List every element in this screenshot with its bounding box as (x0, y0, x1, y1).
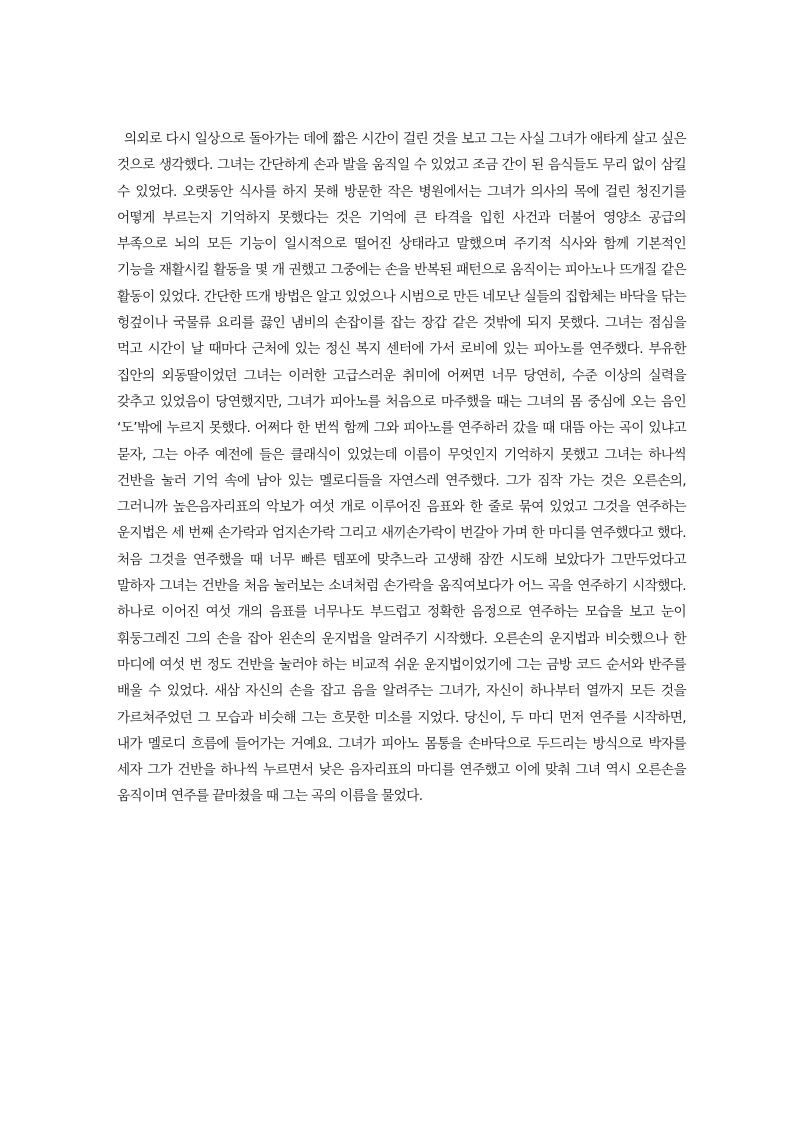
body-paragraph: 의외로 다시 일상으로 돌아가는 데에 짧은 시간이 걸린 것을 보고 그는 사실 그녀가 애타게 살고 싶은 것으로 생각했다. 그녀는 간단하게 손과 발을 움직일 수 있었고 조금 간이 된 음식들도 무리 없이 삼킬 수 있었다. 오랫동안 식사를 하지 못해 방문한 작은 병원에서는 그녀가 의사의 목에 걸린 청진기를 어떻게 부르는지 기억하지 못했다는 것은 기억에 큰 타격을 입힌 사건과 더불어 영양소 공급의 부족으로 뇌의 모든 기능이 일시적으로 떨어진 상태라고 말했으며 주기적 식사와 함께 기본적인 기능을 재활시킬 활동을 몇 개 권했고 그중에는 손을 반복된 패턴으로 움직이는 피아노나 뜨개질 같은 활동이 있었다. 간단한 뜨개 방법은 알고 있었으나 시범으로 만든 네모난 실들의 집합체는 바닥을 닦는 헝겊이나 국물류 요리를 끓인 냄비의 손잡이를 잡는 장갑 같은 것밖에 되지 못했다. 그녀는 점심을 먹고 시간이 날 때마다 근처에 있는 정신 복지 센터에 가서 로비에 있는 피아노를 연주했다. 부유한 집안의 외동딸이었던 그녀는 이러한 고급스러운 취미에 어쩌면 너무 당연히, 수준 이상의 실력을 갖추고 있었음이 당연했지만, 그녀가 피아노를 처음으로 마주했을 때는 그녀의 몸 중심에 오는 음인 ‘도’밖에 누르지 못했다. 어쩌다 한 번씩 함께 그와 피아노를 연주하러 갔을 때 대뜸 아는 곡이 있냐고 묻자, 그는 아주 예전에 들은 클래식이 있었는데 이름이 무엇인지 기억하지 못했고 그녀는 하나씩 건반을 눌러 기억 속에 남아 있는 멜로디들을 자연스레 연주했다. 그가 짐작 가는 것은 오른손의, 그러니까 높은음자리표의 악보가 여섯 개로 이루어진 음표와 한 줄로 묶여 있었고 그것을 연주하는 운지법은 세 번째 손가락과 엄지손가락 그리고 새끼손가락이 번갈아 가며 한 마디를 연주했다고 했다. 처음 그것을 연주했을 때 너무 빠른 템포에 맞추느라 고생해 잠깐 시도해 보았다가 그만두었다고 말하자 그녀는 건반을 처음 눌러보는 소녀처럼 손가락을 움직여보다가 어느 곡을 연주하기 시작했다. 하나로 이어진 여섯 개의 음표를 너무나도 부드럽고 정확한 음정으로 연주하는 모습을 보고 눈이 휘둥그레진 그의 손을 잡아 왼손의 운지법을 알려주기 시작했다. 오른손의 운지법과 비슷했으나 한 마디에 여섯 번 정도 건반을 눌러야 하는 비교적 쉬운 운지법이었기에 그는 금방 코드 순서와 반주를 배울 수 있었다. 새삼 자신의 손을 잡고 음을 알려주는 그녀가, 자신이 하나부터 열까지 모든 것을 가르쳐주었던 그 모습과 비슷해 그는 흐뭇한 미소를 지었다. 당신이, 두 마디 먼저 연주를 시작하면, 내가 멜로디 흐름에 들어가는 거예요. 그녀가 피아노 몸통을 손바닥으로 두드리는 방식으로 박자를 세자 그가 건반을 하나씩 누르면서 낮은 음자리표의 마디를 연주했고 이에 맞춰 그녀 역시 오른손을 움직이며 연주를 끝마쳤을 때 그는 곡의 이름을 물었다. (117, 131, 686, 805)
